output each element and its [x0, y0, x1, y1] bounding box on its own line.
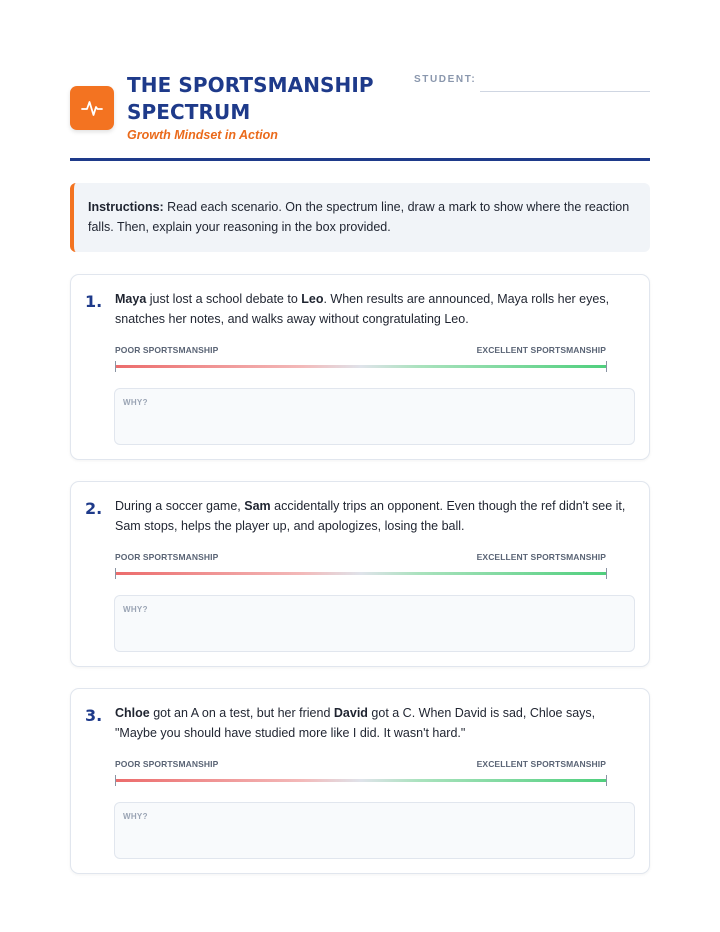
- scenario-text-segment: got a C. When David is sad, Chloe says, "Maybe you should have studied more like I did. It wasn't hard.": [115, 706, 596, 740]
- scenario-card: [70, 688, 650, 874]
- scenario-name: Maya: [115, 292, 147, 306]
- page-title: [127, 72, 397, 126]
- spectrum-line[interactable]: [115, 365, 607, 368]
- page-subtitle: Growth Mindset in Action: [127, 128, 278, 142]
- why-answer-box[interactable]: [114, 388, 635, 445]
- instructions-lead: Instructions:: [88, 200, 164, 214]
- scenario-text-segment: just lost a school debate to: [146, 292, 302, 306]
- why-label: WHY?: [123, 812, 148, 821]
- poor-sportsmanship-label: POOR SPORTSMANSHIP: [115, 759, 219, 769]
- instructions-text: Read each scenario. On the spectrum line, draw a mark to show where the reaction falls. Then, explain your reasoning in the box provided.: [88, 200, 630, 234]
- scenario-text-segment: During a soccer game,: [115, 499, 245, 513]
- spectrum-start-tick: [115, 361, 116, 372]
- scenario-card: [70, 481, 650, 667]
- excellent-sportsmanship-label: EXCELLENT SPORTSMANSHIP: [476, 552, 606, 562]
- scenario-card: [70, 274, 650, 460]
- spectrum-end-tick: [606, 775, 607, 786]
- logo-badge: [70, 86, 114, 130]
- why-answer-box[interactable]: [114, 595, 635, 652]
- spectrum-line[interactable]: [115, 572, 607, 575]
- excellent-sportsmanship-label: EXCELLENT SPORTSMANSHIP: [476, 759, 606, 769]
- poor-sportsmanship-label: POOR SPORTSMANSHIP: [115, 552, 219, 562]
- spectrum-end-tick: [606, 361, 607, 372]
- title-line-1: THE SPORTSMANSHIP: [127, 73, 374, 97]
- poor-sportsmanship-label: POOR SPORTSMANSHIP: [115, 345, 219, 355]
- why-answer-box[interactable]: [114, 802, 635, 859]
- spectrum-start-tick: [115, 568, 116, 579]
- scenario-name: Leo: [301, 292, 324, 306]
- scenario-name: David: [333, 706, 368, 720]
- scenario-text-segment: accidentally trips an opponent. Even though the ref didn't see it, Sam stops, helps the player up, and apologizes, losing the ball.: [115, 499, 626, 533]
- scenario-text: [115, 496, 635, 536]
- title-line-2: SPECTRUM: [127, 100, 251, 124]
- scenario-number: 1.: [85, 292, 103, 311]
- scenario-number: 2.: [85, 499, 103, 518]
- worksheet-header: [70, 70, 650, 150]
- why-label: WHY?: [123, 605, 148, 614]
- student-name-line[interactable]: [480, 91, 650, 92]
- scenario-text: [115, 703, 635, 743]
- instructions-box: [70, 183, 650, 252]
- scenario-text: [115, 289, 635, 329]
- spectrum-start-tick: [115, 775, 116, 786]
- scenario-number: 3.: [85, 706, 103, 725]
- spectrum-line[interactable]: [115, 779, 607, 782]
- scenario-name: Chloe: [115, 706, 150, 720]
- header-divider: [70, 158, 650, 161]
- spectrum-end-tick: [606, 568, 607, 579]
- scenario-name: Sam: [244, 499, 271, 513]
- scenario-text-segment: got an A on a test, but her friend: [149, 706, 334, 720]
- student-label: STUDENT:: [414, 74, 477, 85]
- excellent-sportsmanship-label: EXCELLENT SPORTSMANSHIP: [476, 345, 606, 355]
- why-label: WHY?: [123, 398, 148, 407]
- scenario-text-segment: . When results are announced, Maya rolls her eyes, snatches her notes, and walks away without congratulating Leo.: [115, 292, 610, 326]
- pulse-icon: [81, 97, 103, 119]
